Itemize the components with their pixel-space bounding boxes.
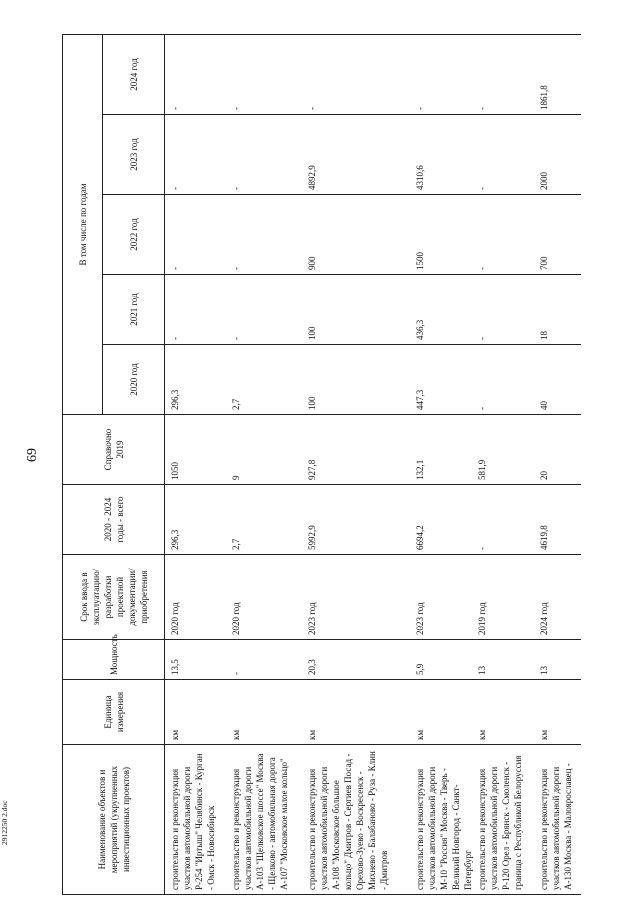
footer-document-code: 2912250 2.doc — [0, 800, 9, 845]
cell-year: - — [165, 34, 229, 114]
cell-year: - — [229, 115, 305, 195]
cell-year: 2000 — [537, 115, 581, 195]
rotated-table-container — [62, 35, 582, 895]
cell-name: строительство и реконструкция участков автомобильной дороги Р-254 "Иртыш" Челябинск - Курган - Омск - Новосибирск — [165, 745, 229, 895]
table-row — [305, 34, 413, 894]
cell-year: 4892,9 — [305, 115, 413, 195]
header-unit: Единица измерения — [63, 680, 165, 745]
cell-year: 100 — [305, 275, 413, 345]
cell-capacity: 13,5 — [165, 640, 229, 680]
header-year: 2021 год — [103, 275, 165, 345]
cell-name: строительство и реконструкция участков автомобильной дороги Р-120 Орел - Брянск - Смоленск - граница с Республикой Белоруссия — [475, 745, 537, 895]
cell-year: - — [475, 345, 537, 415]
header-by-years: В том числе по годам — [63, 34, 103, 414]
cell-capacity: - — [229, 640, 305, 680]
cell-year: - — [165, 115, 229, 195]
header-year: 2020 год — [103, 345, 165, 415]
cell-ref2019: 132,1 — [413, 415, 475, 485]
cell-ref2019: 20 — [537, 415, 581, 485]
cell-year: - — [305, 34, 413, 114]
cell-deadline: 2020 год — [229, 555, 305, 640]
cell-total: 5992,9 — [305, 485, 413, 555]
header-total: 2020 - 2024 годы - всего — [63, 485, 165, 555]
cell-year: - — [229, 275, 305, 345]
cell-year: - — [229, 195, 305, 275]
cell-year: - — [165, 275, 229, 345]
cell-year: 700 — [537, 195, 581, 275]
cell-capacity: 13 — [475, 640, 537, 680]
table-row — [165, 34, 229, 894]
cell-deadline: 2019 год — [475, 555, 537, 640]
cell-deadline: 2023 год — [305, 555, 413, 640]
cell-year: 296,3 — [165, 345, 229, 415]
cell-year: 2,7 — [229, 345, 305, 415]
header-ref2019: Справочно 2019 — [63, 415, 165, 485]
header-deadline: Срок ввода в эксплуатацию/ разработки проектной документации/ приобретения — [63, 555, 165, 640]
cell-year: 900 — [305, 195, 413, 275]
cell-year: 436,3 — [413, 275, 475, 345]
cell-year: - — [475, 115, 537, 195]
cell-total: 296,3 — [165, 485, 229, 555]
header-capacity: Мощность — [63, 640, 165, 680]
header-year: 2024 год — [103, 34, 165, 114]
header-year: 2022 год — [103, 195, 165, 275]
page-number: 69 — [25, 448, 40, 462]
cell-capacity: 20,3 — [305, 640, 413, 680]
cell-year: 4310,6 — [413, 115, 475, 195]
cell-total: 2,7 — [229, 485, 305, 555]
cell-total: 4619,8 — [537, 485, 581, 555]
cell-name: строительство и реконструкция участков автомобильной дороги А-130 Москва - Малоярославец - — [537, 745, 581, 895]
cell-deadline: 2024 год — [537, 555, 581, 640]
cell-year: 447,3 — [413, 345, 475, 415]
cell-name: строительство и реконструкция участков автомобильной дороги А-108 "Московское большое кольцо" Дмитров - Сергиев Посад - Орехово-Зуево - Воскресенск - Михнево - Балабаново - Руза - Клин - Дмитров — [305, 745, 413, 895]
header-year: 2023 год — [103, 115, 165, 195]
cell-year: 100 — [305, 345, 413, 415]
cell-year: - — [413, 34, 475, 114]
cell-ref2019: 581,9 — [475, 415, 537, 485]
cell-year: - — [475, 195, 537, 275]
cell-total: - — [475, 485, 537, 555]
cell-name: строительство и реконструкция участков автомобильной дороги М-10 "Россия" Москва - Тверь - Великий Новгород - Санкт-Петербург — [413, 745, 475, 895]
cell-deadline: 2023 год — [413, 555, 475, 640]
header-name: Наименование объектов и мероприятий (укрупненных инвестиционных проектов) — [63, 745, 165, 895]
cell-year: 1861,8 — [537, 34, 581, 114]
cell-ref2019: 927,8 — [305, 415, 413, 485]
cell-unit: км — [413, 680, 475, 745]
cell-unit: км — [537, 680, 581, 745]
table-row — [537, 34, 581, 894]
cell-ref2019: 1050 — [165, 415, 229, 485]
cell-year: 40 — [537, 345, 581, 415]
cell-year: 1500 — [413, 195, 475, 275]
cell-year: - — [229, 34, 305, 114]
cell-capacity: 13 — [537, 640, 581, 680]
table-row — [229, 34, 305, 894]
cell-year: - — [165, 195, 229, 275]
cell-unit: км — [305, 680, 413, 745]
investment-projects-table — [62, 34, 581, 895]
cell-year: 18 — [537, 275, 581, 345]
cell-unit: км — [165, 680, 229, 745]
cell-year: - — [475, 34, 537, 114]
cell-unit: км — [229, 680, 305, 745]
table-row — [475, 34, 537, 894]
table-row — [413, 34, 475, 894]
cell-capacity: 5,9 — [413, 640, 475, 680]
cell-name: строительство и реконструкция участков автомобильной дороги А-103 "Щелковское шоссе" Москва - Щелково - автомобильная дорога А-107 "Московское малое кольцо" — [229, 745, 305, 895]
cell-ref2019: 9 — [229, 415, 305, 485]
cell-total: 6694,2 — [413, 485, 475, 555]
cell-unit: км — [475, 680, 537, 745]
cell-year: - — [475, 275, 537, 345]
cell-deadline: 2020 год — [165, 555, 229, 640]
